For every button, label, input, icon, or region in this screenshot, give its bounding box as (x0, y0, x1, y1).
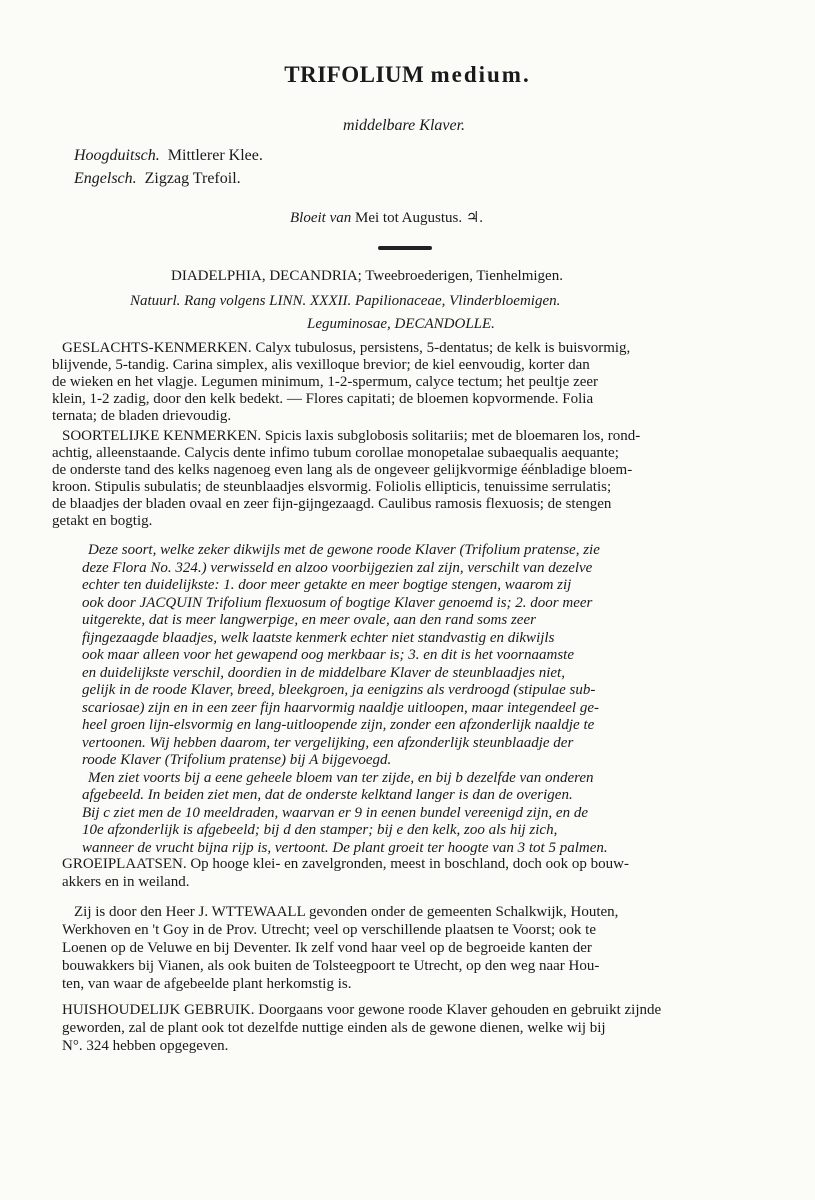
text-line: achtig, alleenstaande. Calycis dente infimo tubum corollae monopetalae subaequalis aequante; (52, 445, 619, 461)
text-line: heel groen lijn-elsvormig en lang-uitloopende zijn, zonder een afzonderlijk naaldje te (82, 717, 595, 733)
text-line: geworden, zal de plant ook tot dezelfde nuttige einden als de gewone dienen, welke wij bij (62, 1020, 606, 1036)
title-species: medium. (430, 62, 531, 87)
text-line: klein, 1-2 zadig, door den kelk bedekt. — Flores capitati; de bloemen kopvormende. Folia (52, 391, 594, 407)
text-line: N°. 324 hebben opgegeven. (62, 1038, 229, 1054)
classification-line: DIADELPHIA, DECANDRIA; Tweebroederigen, Tienhelmigen. (171, 268, 563, 284)
text-line: akkers en in weiland. (62, 874, 190, 890)
name-language: Hoogduitsch. (74, 147, 160, 164)
text-line: getakt en bogtig. (52, 513, 153, 529)
flowering-label: Bloeit van (290, 210, 352, 226)
text-line: uitgerekte, dat is meer langwerpige, en meer ovale, aan den rand soms zeer (82, 612, 536, 628)
text-line: deze Flora No. 324.) verwisseld en alzoo voorbijgezien zal zijn, verschilt van dezelve (82, 559, 593, 576)
title-genus: TRIFOLIUM (284, 62, 425, 87)
ornament-rule (378, 246, 432, 250)
name-language: Engelsch. (74, 170, 137, 187)
text-line: fijngezaagde blaadjes, welk laatste kenmerk echter niet standvastig en dikwijls (82, 629, 555, 646)
text-line: en duidelijkste verschil, doordien in de middelbare Klaver de steunblaadjes niet, (82, 664, 565, 681)
text-line: de wieken en het vlagje. Legumen minimum, 1-2-spermum, calyce tectum; het peultje zeer (52, 374, 599, 390)
page-title (0, 62, 815, 88)
text-line: ten, van waar de afgebeelde plant herkomstig is. (62, 976, 352, 992)
text-line: afgebeeld. In beiden ziet men, dat de onderste kelktand langer is dan de overigen. (82, 787, 573, 803)
classification-line: Natuurl. Rang volgens LINN. XXXII. Papilionaceae, Vlinderbloemigen. (130, 293, 561, 309)
text-line: Bij c ziet men de 10 meeldraden, waarvan er 9 in eenen bundel vereenigd zijn, en de (82, 804, 588, 821)
text-line: 10e afzonderlijk is afgebeeld; bij d den stamper; bij e den kelk, zoo als hij zich, (82, 822, 558, 838)
text-line: Werkhoven en 't Goy in de Prov. Utrecht; veel op verschillende plaatsen te Voorst; ook te (62, 922, 597, 938)
common-name-english (74, 170, 241, 188)
text-line: echter ten duidelijkste: 1. door meer getakte en meer bogtige stengen, waarom zij (82, 577, 572, 593)
text-line: Zij is door den Heer J. WTTEWAALL gevonden onder de gemeenten Schalkwijk, Houten, (74, 904, 619, 920)
text-line: vertoonen. Wij hebben daarom, ter vergelijking, een afzonderlijk steunblaadje der (82, 734, 574, 751)
text-line: scariosae) zijn en in een zeer fijn haarvormig naaldje uitloopen, maar integendeel ge- (82, 699, 599, 716)
text-line: kroon. Stipulis subulatis; de steunblaadjes elsvormig. Foliolis ellipticis, tenuissime serrulatis; (52, 479, 612, 495)
text-line: roode Klaver (Trifolium pratense) bij A bijgevoegd. (82, 752, 392, 768)
text-line: de onderste tand des kelks nagenoeg even lang als de ongeveer gelijkvormige éénbladige bloem- (52, 462, 633, 478)
name-value: Mittlerer Klee. (167, 147, 263, 164)
text-line: Loenen op de Veluwe en bij Deventer. Ik zelf vond haar veel op de begroeide kanten der (62, 940, 592, 956)
text-line: Deze soort, welke zeker dikwijls met de gewone roode Klaver (Trifolium pratense, zie (88, 542, 600, 558)
flowering-period (290, 208, 483, 227)
text-line: bouwakkers bij Vianen, als ook buiten de Tolsteegpoort te Utrecht, op den weg naar Hou- (62, 958, 600, 974)
text-line: wanneer de vrucht bijna rijp is, vertoont. De plant groeit ter hoogte van 3 tot 5 palmen. (82, 839, 608, 856)
text-line: GESLACHTS-KENMERKEN. Calyx tubulosus, persistens, 5-dentatus; de kelk is buisvormig, (62, 340, 631, 356)
classification-line: Leguminosae, DECANDOLLE. (307, 316, 495, 332)
name-value: Zigzag Trefoil. (144, 170, 241, 187)
text-line: Men ziet voorts bij a eene geheele bloem van ter zijde, en bij b dezelfde van onderen (88, 769, 594, 786)
text-line: gelijk in de roode Klaver, breed, bleekgroen, ja eenigzins als verdroogd (stipulae sub- (82, 682, 596, 698)
page-subtitle: middelbare Klaver. (343, 117, 466, 134)
text-line: ook door JACQUIN Trifolium flexuosum of bogtige Klaver genoemd is; 2. door meer (82, 594, 593, 611)
text-line: blijvende, 5-tandig. Carina simplex, alis vexilloque brevior; de kiel eenvoudig, korter dan (52, 357, 590, 373)
flowering-value: Mei tot Augustus. ♃. (354, 210, 484, 226)
text-line: HUISHOUDELIJK GEBRUIK. Doorgaans voor gewone roode Klaver gehouden en gebruikt zijnde (62, 1002, 662, 1018)
text-line: ternata; de bladen drievoudig. (52, 408, 232, 424)
text-line: ook maar alleen voor het gewapend oog merkbaar is; 3. en dit is het voornaamste (82, 647, 575, 663)
text-line: de blaadjes der bladen ovaal en zeer fijn-gijngezaagd. Caulibus ramosis flexuosis; de stengen (52, 496, 612, 512)
text-line: SOORTELIJKE KENMERKEN. Spicis laxis subglobosis solitariis; met de bloemaren los, rond- (62, 428, 641, 444)
text-line: GROEIPLAATSEN. Op hooge klei- en zavelgronden, meest in boschland, doch ook op bouw- (62, 856, 629, 872)
common-name-german (74, 147, 263, 165)
